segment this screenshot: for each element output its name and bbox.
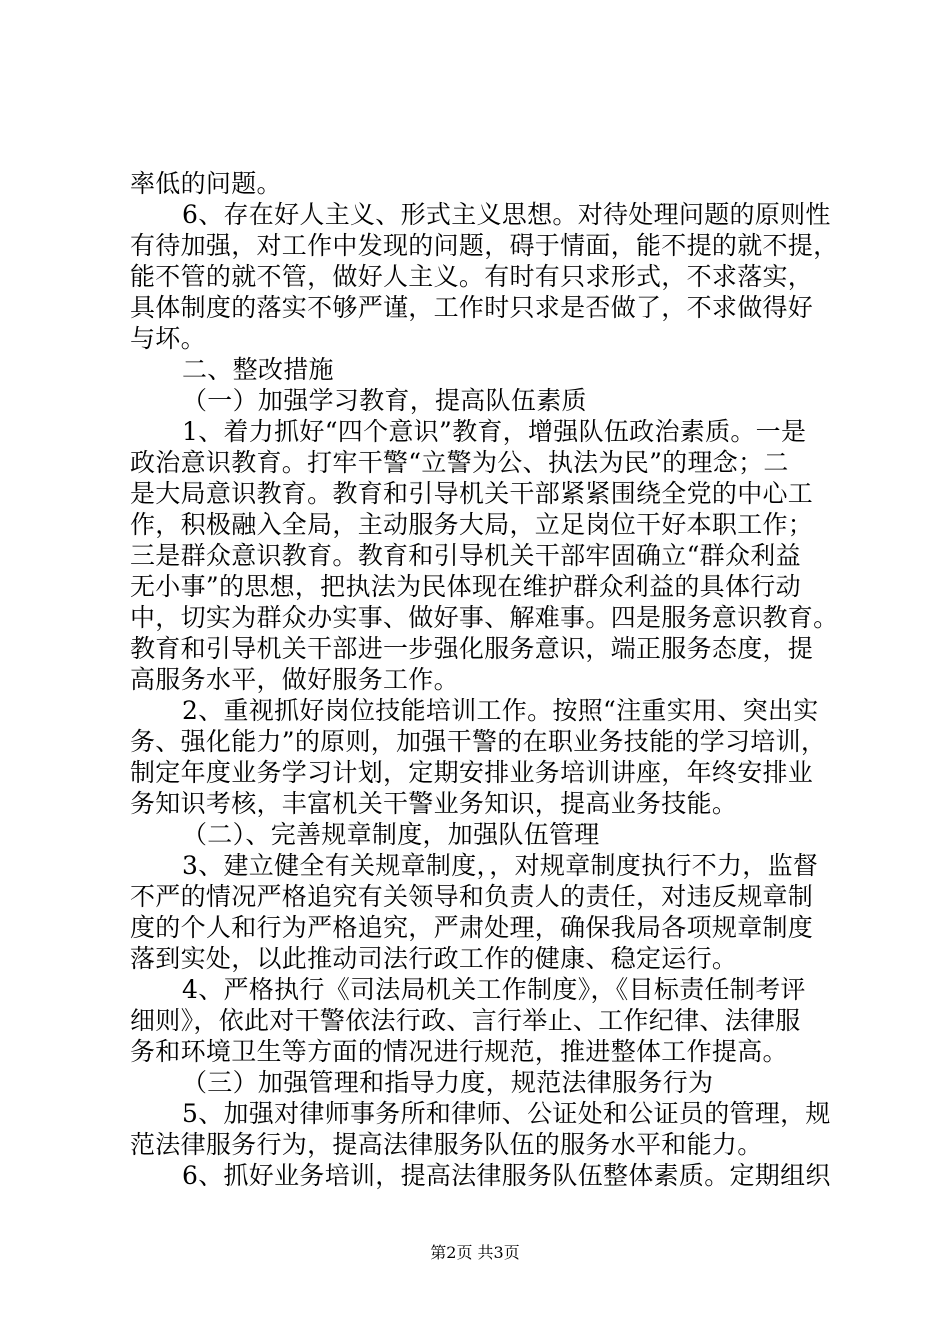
text-line: 能不管的就不管，做好人主义。有时有只求形式，不求落实， [130,262,814,291]
text-line: 作，积极融入全局，主动服务大局，立足岗位干好本职工作； [130,510,814,539]
subsection-heading-3: （三）加强管理和指导力度，规范法律服务行为 [182,1068,714,1097]
paragraph-item-5: 5、加强对律师事务所和律师、公证处和公证员的管理，规 [182,1099,831,1128]
text-line: 有待加强，对工作中发现的问题，碍于情面，能不提的就不提， [130,231,839,260]
text-line: 务知识考核，丰富机关干警业务知识，提高业务技能。 [130,789,738,818]
subsection-heading-1: （一）加强学习教育，提高队伍素质 [182,386,587,415]
text-line: 务、强化能力”的原则，加强干警的在职业务技能的学习培训， [130,727,827,756]
paragraph-item-6: 6、存在好人主义、形式主义思想。对待处理问题的原则性 [182,200,831,229]
text-line: 是大局意识教育。教育和引导机关干部紧紧围绕全党的中心工 [130,479,814,508]
text-line: 高服务水平，做好服务工作。 [130,665,459,694]
section-heading: 二、整改措施 [182,355,334,384]
text-line: 制定年度业务学习计划，定期安排业务培训讲座，年终安排业 [130,758,814,787]
paragraph-item-2: 2、重视抓好岗位技能培训工作。按照“注重实用、突出实 [182,696,819,725]
text-line: 具体制度的落实不够严谨，工作时只求是否做了，不求做得好 [130,293,814,322]
document-body [130,168,839,1191]
text-line: 务和环境卫生等方面的情况进行规范，推进整体工作提高。 [130,1037,788,1066]
text-line: 三是群众意识教育。教育和引导机关干部牢固确立“群众利益 [130,541,801,570]
text-line: 率低的问题。 [130,169,282,198]
text-line: 落到实处，以此推动司法行政工作的健康、稳定运行。 [130,944,738,973]
text-line: 不严的情况严格追究有关领导和负责人的责任，对违反规章制 [130,882,814,911]
text-line: 度的个人和行为严格追究，严肃处理，确保我局各项规章制度 [130,913,814,942]
paragraph-item-3: 3、建立健全有关规章制度，，对规章制度执行不力，监督 [182,851,819,880]
text-line: 与坏。 [130,324,206,353]
text-line: 中，切实为群众办实事、做好事、解难事。四是服务意识教育。 [130,603,839,632]
paragraph-item-1: 1、着力抓好“四个意识”教育，增强队伍政治素质。一是 [182,417,807,446]
paragraph-item-6b: 6、抓好业务培训，提高法律服务队伍整体素质。定期组织 [182,1161,831,1190]
text-line: 政治意识教育。打牢干警“立警为公、执法为民”的理念；二 [130,448,789,477]
paragraph-item-4: 4、严格执行《司法局机关工作制度》，《目标责任制考评 [182,975,806,1004]
text-line: 细则》，依此对干警依法行政、言行举止、工作纪律、法律服 [130,1006,801,1035]
text-line: 范法律服务行为，提高法律服务队伍的服务水平和能力。 [130,1130,763,1159]
subsection-heading-2: （二）、完善规章制度，加强队伍管理 [182,820,600,849]
page-footer [0,1240,950,1263]
page-number: 第2页 共3页 [430,1243,520,1262]
text-line: 无小事”的思想，把执法为民体现在维护群众利益的具体行动 [130,572,801,601]
text-line: 教育和引导机关干部进一步强化服务意识，端正服务态度，提 [130,634,814,663]
